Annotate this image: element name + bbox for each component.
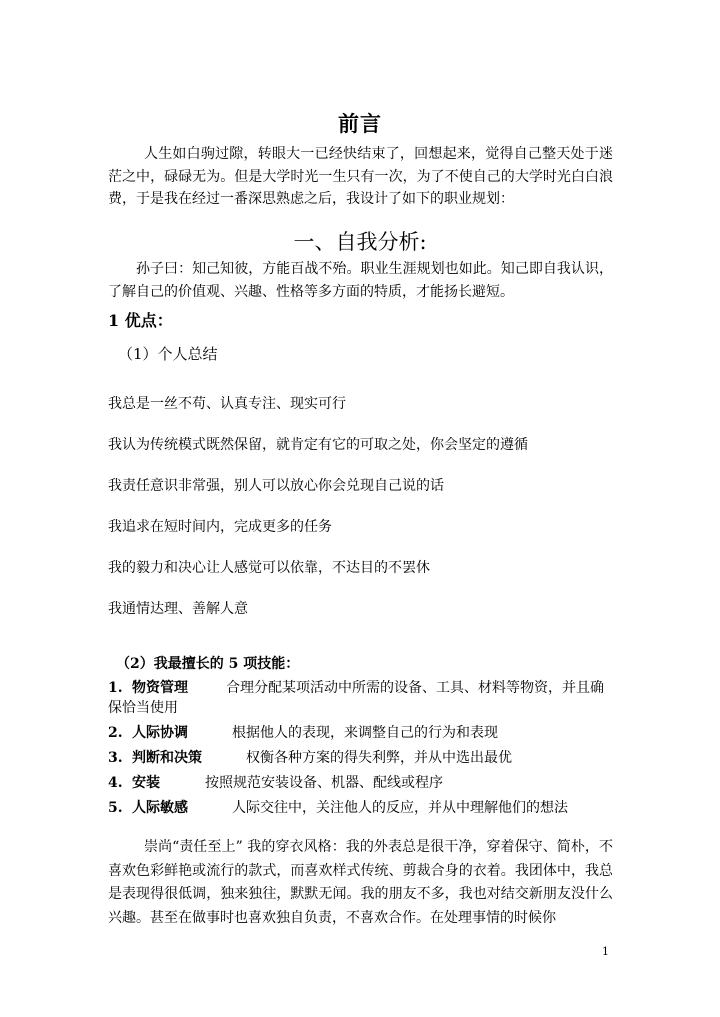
self-analysis-paragraph: 孙子曰：知己知彼，方能百战不殆。职业生涯规划也如此。知己即自我认识，了解自己的价值观、兴趣、性格等多方面的特质，才能扬长避短。: [108, 261, 613, 300]
summary-line: 我的毅力和决心让人感觉可以依靠，不达目的不罢休: [108, 560, 430, 576]
skill-number: 4.: [108, 775, 123, 791]
skill-name: 安装: [132, 775, 160, 791]
skill-row: [108, 748, 613, 768]
closing-paragraph: 崇尚“责任至上” 我的穿衣风格：我的外表总是很干净，穿着保守、简朴，不喜欢色彩鲜艳或流行的款式，而喜欢样式传统、剪裁合身的衣着。我团体中，我总是表现得很低调，独来独往，默默无闻。我的朋友不多，我也对结交新朋友没什么兴趣。甚至在做事时也喜欢独自负责，不喜欢合作。在处理事情的时候你: [108, 839, 613, 926]
skill-number: 1.: [108, 680, 123, 696]
skill-name: 人际协调: [132, 725, 188, 741]
skill-row: [108, 678, 613, 718]
summary-line: 我追求在短时间内，完成更多的任务: [108, 519, 332, 535]
skill-name: 人际敏感: [132, 800, 188, 816]
page-title: 前言: [338, 111, 382, 136]
skill-row: [108, 773, 613, 793]
summary-line: 我总是一丝不苟、认真专注、现实可行: [108, 396, 346, 412]
skill-number: 3.: [108, 750, 123, 766]
skills-heading: （2）我最擅长的 5 项技能：: [116, 656, 300, 672]
advantages-heading: 1 优点：: [108, 311, 173, 330]
summary-line: 我认为传统模式既然保留，就肯定有它的可取之处，你会坚定的遵循: [108, 437, 528, 453]
skill-row: [108, 723, 613, 743]
skill-row: [108, 798, 613, 818]
summary-line: 我责任意识非常强，别人可以放心你会兑现自己说的话: [108, 478, 444, 494]
section-heading-self-analysis: 一、自我分析:: [293, 230, 427, 254]
skill-name: 物资管理: [132, 680, 188, 696]
skill-description: 权衡各种方案的得失利弊，并从中选出最优: [246, 750, 512, 766]
skill-description: 合理分配某项活动中所需的设备、工具、材料等物资，并且确保恰当使用: [108, 680, 604, 716]
skill-description: 根据他人的表现，来调整自己的行为和表现: [232, 725, 498, 741]
skill-number: 2.: [108, 725, 123, 741]
summary-line: 我通情达理、善解人意: [108, 601, 248, 617]
page-number: 1: [602, 945, 609, 958]
skill-number: 5.: [108, 800, 123, 816]
skill-name: 判断和决策: [132, 750, 202, 766]
intro-paragraph: 人生如白驹过隙，转眼大一已经快结束了，回想起来，觉得自己整天处于迷茫之中，碌碌无为。但是大学时光一生只有一次，为了不使自己的大学时光白白浪费，于是我在经过一番深思熟虑之后，我设计了如下的职业规划：: [108, 146, 613, 207]
skill-description: 按照规范安装设备、机器、配线或程序: [205, 775, 443, 791]
skill-description: 人际交往中，关注他人的反应，并从中理解他们的想法: [232, 800, 568, 816]
summary-heading: （1）个人总结: [118, 345, 218, 363]
